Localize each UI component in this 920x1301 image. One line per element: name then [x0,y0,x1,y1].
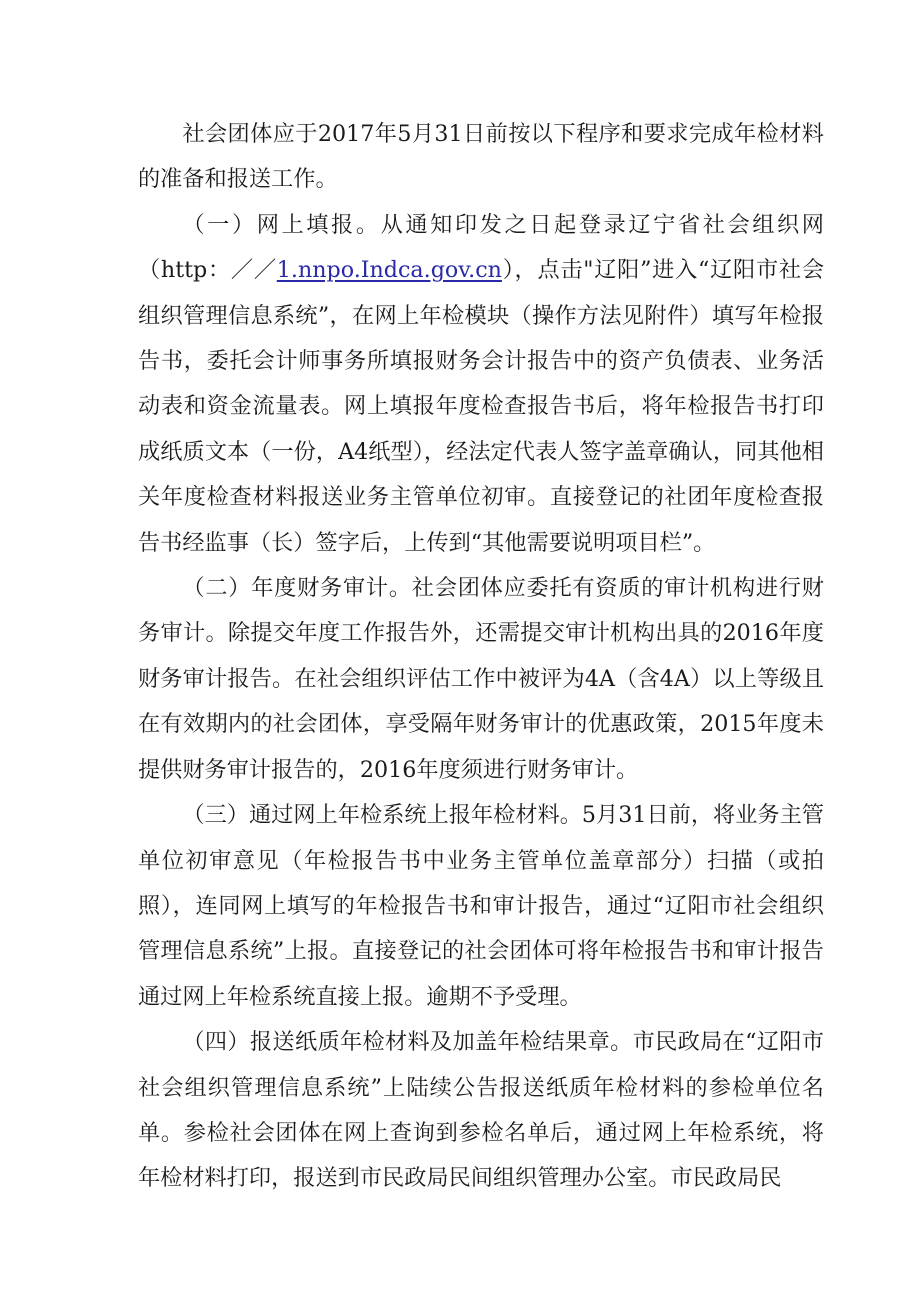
paragraph-online-filing [138,203,824,566]
paragraph-financial-audit: （二）年度财务审计。社会团体应委托有资质的审计机构进行财务审计。除提交年度工作报告外，还需提交审计机构出具的2016年度财务审计报告。在社会组织评估工作中被评为4A（含4A）以上等级且在有效期内的社会团体，享受隔年财务审计的优惠政策，2015年度未提供财务审计报告的，2016年度须进行财务审计。 [138,575,824,783]
paragraph-online-filing-text-before: （一）网上填报。从通知印发之日起登录辽宁省社会组织网（http：／／ [138,211,824,284]
paragraph-online-submission: （三）通过网上年检系统上报年检材料。5月31日前，将业务主管单位初审意见（年检报告书中业务主管单位盖章部分）扫描（或拍照），连同网上填写的年检报告书和审计报告，通过“辽阳市社会组织管理信息系统”上报。直接登记的社会团体可将年检报告书和审计报告通过网上年检系统直接上报。逾期不予受理。 [138,802,824,1010]
paragraph-online-filing-text-after: ），点击"辽阳”进入“辽阳市社会组织管理信息系统”，在网上年检模块（操作方法见附件）填写年检报告书，委托会计师事务所填报财务会计报告中的资产负债表、业务活动表和资金流量表。网上填报年度检查报告书后，将年检报告书打印成纸质文本（一份，A4纸型），经法定代表人签字盖章确认，同其他相关年度检查材料报送业务主管单位初审。直接登记的社团年度检查报告书经监事（长）签字后，上传到“其他需要说明项目栏”。 [138,257,825,556]
paragraph-paper-materials: （四）报送纸质年检材料及加盖年检结果章。市民政局在“辽阳市社会组织管理信息系统”上陆续公告报送纸质年检材料的参检单位名单。参检社会团体在网上查询到参检名单后，通过网上年检系统，将年检材料打印，报送到市民政局民间组织管理办公室。市民政局民 [138,1029,824,1192]
paragraph-intro: 社会团体应于2017年5月31日前按以下程序和要求完成年检材料的准备和报送工作。 [138,121,824,193]
document-body [138,112,824,1202]
website-link[interactable]: 1.nnpo.Indca.gov.cn [276,257,502,284]
